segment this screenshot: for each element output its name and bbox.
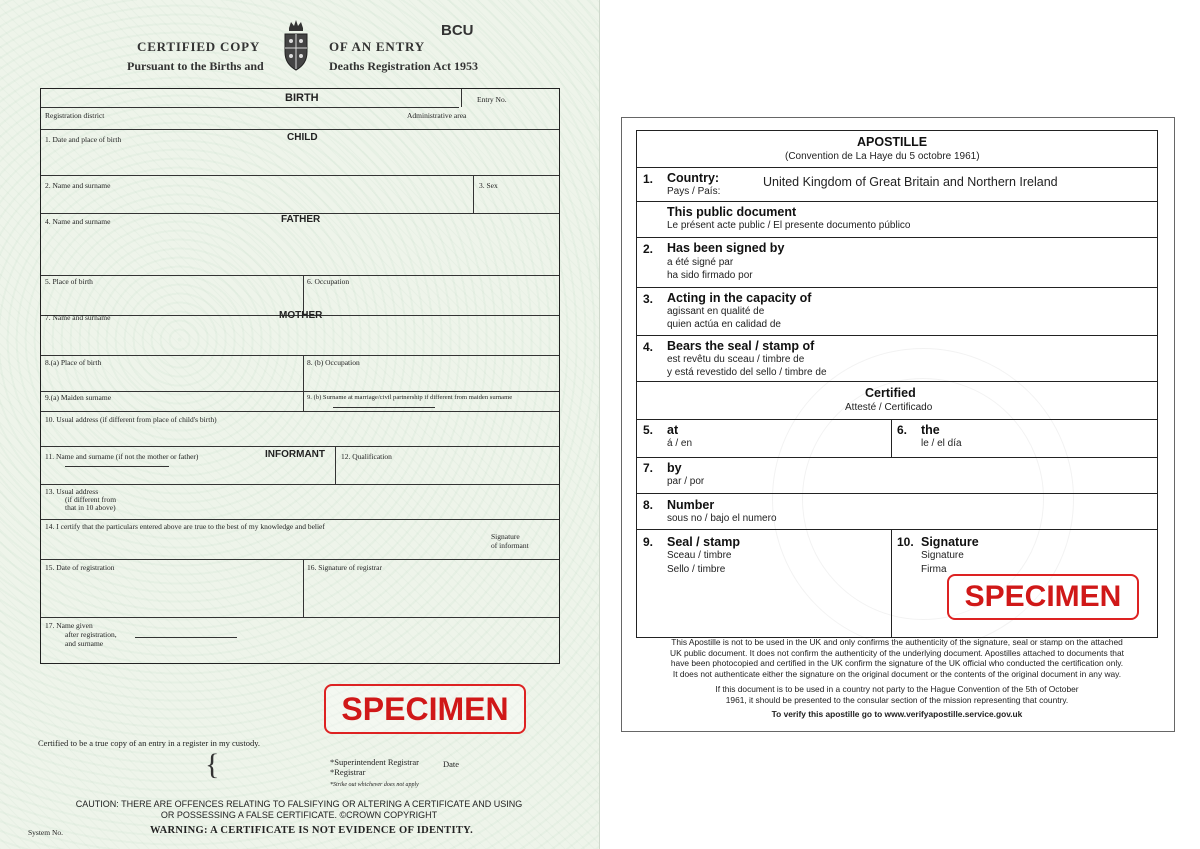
date-label: Date — [443, 759, 460, 769]
royal-crest-icon — [280, 18, 312, 74]
country-sub-label: Pays / País: — [667, 186, 721, 197]
header-left-line2: Pursuant to the Births and — [127, 59, 264, 73]
signature-sub-label-fr: Signature — [921, 550, 964, 561]
row-3-number: 3. — [643, 292, 654, 306]
field-1-label: 1. Date and place of birth — [45, 135, 122, 144]
field-17-label-2: after registration, — [65, 630, 117, 639]
system-no-label: System No. — [28, 828, 64, 837]
birth-entry-form — [40, 88, 560, 664]
row-5-number: 5. — [643, 423, 654, 437]
field-13-label-2: (if different from — [65, 495, 117, 504]
field-14-label: 14. I certify that the particulars entered above are true to the best of my knowledge and belief — [45, 522, 325, 531]
field-2-label: 2. Name and surname — [45, 181, 111, 190]
superintendent-registrar-label: *Superintendent Registrar — [330, 757, 419, 767]
seal-of-sub-label-es: y está revestido del sello / timbre de — [667, 367, 827, 378]
warning-text: WARNING: A CERTIFICATE IS NOT EVIDENCE OF IDENTITY. — [150, 825, 473, 836]
apostille-title: APOSTILLE — [857, 135, 928, 149]
seal-of-sub-label-fr: est revêtu du sceau / timbre de — [667, 354, 805, 365]
signed-by-sub-label-es: ha sido firmado por — [667, 270, 753, 281]
section-mother: MOTHER — [279, 310, 323, 321]
entry-no-label: Entry No. — [477, 95, 507, 104]
apostille-subtitle: (Convention de La Haye du 5 octobre 1961) — [785, 151, 980, 162]
row-6-number: 6. — [897, 423, 908, 437]
row-8-number: 8. — [643, 498, 654, 512]
field-8b-label: 8. (b) Occupation — [307, 358, 360, 367]
strike-out-note: *Strike out whichever does not apply — [330, 782, 419, 788]
certificate-code: BCU — [441, 22, 474, 39]
the-label: the — [921, 423, 940, 437]
apostille-note-1: This Apostille is not to be used in the UK and only confirms the authenticity of the signature, seal or stamp on the attached UK public document. It does not confirm the authenticity of the underlying document. Apostilles attached to documents that have been photocopied and certified in the UK confirm the signature of the UK official who conducted the certification only. It does not authenticate either the signature on the original document or the contents of the original document in any way. — [670, 637, 1124, 679]
by-sub-label: par / por — [667, 476, 705, 487]
administrative-area-label: Administrative area — [407, 111, 467, 120]
capacity-label: Acting in the capacity of — [667, 291, 812, 305]
number-sub-label: sous no / bajo el numero — [667, 513, 777, 524]
field-11-label: 11. Name and surname (if not the mother or father) — [45, 452, 199, 461]
the-sub-label: le / el día — [921, 438, 962, 449]
signed-by-sub-label-fr: a été signé par — [667, 257, 734, 268]
certified-true-copy-text: Certified to be a true copy of an entry in a register in my custody. — [38, 738, 261, 748]
signature-label: Signature — [921, 535, 979, 549]
section-father: FATHER — [281, 214, 321, 225]
field-13-label-1: 13. Usual address — [45, 487, 99, 496]
signature-sub-label-es: Firma — [921, 564, 947, 575]
certified-sub-label: Attesté / Certificado — [845, 402, 933, 413]
section-child: CHILD — [287, 132, 318, 143]
capacity-sub-label-fr: agissant en qualité de — [667, 306, 765, 317]
row-10-number: 10. — [897, 535, 914, 549]
verify-apostille-text: To verify this apostille go to www.verifyapostille.service.gov.uk — [771, 709, 1023, 719]
capacity-sub-label-es: quien actúa en calidad de — [667, 319, 781, 330]
number-label: Number — [667, 498, 715, 512]
field-4-label: 4. Name and surname — [45, 217, 111, 226]
public-document-label: This public document — [667, 205, 797, 219]
at-label: at — [667, 423, 679, 437]
seal-stamp-label: Seal / stamp — [667, 535, 740, 549]
field-15-label: 15. Date of registration — [45, 563, 115, 572]
section-informant: INFORMANT — [265, 449, 325, 460]
field-7-label: 7. Name and surname — [45, 313, 111, 322]
field-9a-label: 9.(a) Maiden surname — [45, 393, 112, 402]
seal-of-label: Bears the seal / stamp of — [667, 339, 815, 353]
field-3-label: 3. Sex — [479, 181, 498, 190]
registrar-label: *Registrar — [330, 767, 366, 777]
public-document-sub-label: Le présent acte public / El presente documento público — [667, 220, 911, 231]
field-10-label: 10. Usual address (if different from place of child's birth) — [45, 415, 217, 424]
header-right-line1: OF AN ENTRY — [329, 39, 425, 54]
apostille-note-2: If this document is to be used in a country not party to the Hague Convention of the 5th of October 1961, it should be presented to the consular section of the mission representing that country. — [715, 684, 1079, 705]
row-4-number: 4. — [643, 340, 654, 354]
brace-icon: { — [205, 748, 220, 781]
header-left-line1: CERTIFIED COPY — [137, 39, 261, 54]
field-8a-label: 8.(a) Place of birth — [45, 358, 102, 367]
apostille-specimen-stamp: SPECIMEN — [947, 574, 1139, 620]
field-5-label: 5. Place of birth — [45, 277, 93, 286]
header-right-line2: Deaths Registration Act 1953 — [329, 59, 478, 73]
field-6-label: 6. Occupation — [307, 277, 350, 286]
signature-informant-label-1: Signature — [491, 532, 520, 541]
field-17-label-1: 17. Name given — [45, 621, 93, 630]
row-1-number: 1. — [643, 172, 654, 186]
apostille-certificate — [621, 117, 1175, 732]
row-9-number: 9. — [643, 535, 654, 549]
registration-district-label: Registration district — [45, 111, 105, 120]
row-7-number: 7. — [643, 461, 654, 475]
country-value: United Kingdom of Great Britain and Northern Ireland — [763, 175, 1058, 189]
signed-by-label: Has been signed by — [667, 241, 785, 255]
seal-stamp-sub-label-es: Sello / timbre — [667, 564, 726, 575]
specimen-stamp: SPECIMEN — [324, 684, 526, 734]
certified-label: Certified — [865, 386, 916, 400]
field-9b-label: 9. (b) Surname at marriage/civil partnership if different from maiden surname — [307, 394, 513, 401]
apostille-grid — [636, 130, 1158, 638]
field-13-label-3: that in 10 above) — [65, 503, 116, 512]
by-label: by — [667, 461, 682, 475]
caution-text: CAUTION: THERE ARE OFFENCES RELATING TO FALSIFYING OR ALTERING A CERTIFICATE AND USING OR POSSESSING A FALSE CERTIFICATE. ©CROWN COPYRIGHT — [75, 799, 523, 820]
field-16-label: 16. Signature of registrar — [307, 563, 382, 572]
at-sub-label: á / en — [667, 438, 693, 449]
birth-title: BIRTH — [285, 92, 319, 104]
country-label: Country: — [667, 171, 720, 185]
row-2-number: 2. — [643, 242, 654, 256]
seal-stamp-sub-label-fr: Sceau / timbre — [667, 550, 732, 561]
signature-informant-label-2: of informant — [491, 541, 529, 550]
field-17-label-3: and surname — [65, 639, 104, 648]
field-12-label: 12. Qualification — [341, 452, 392, 461]
